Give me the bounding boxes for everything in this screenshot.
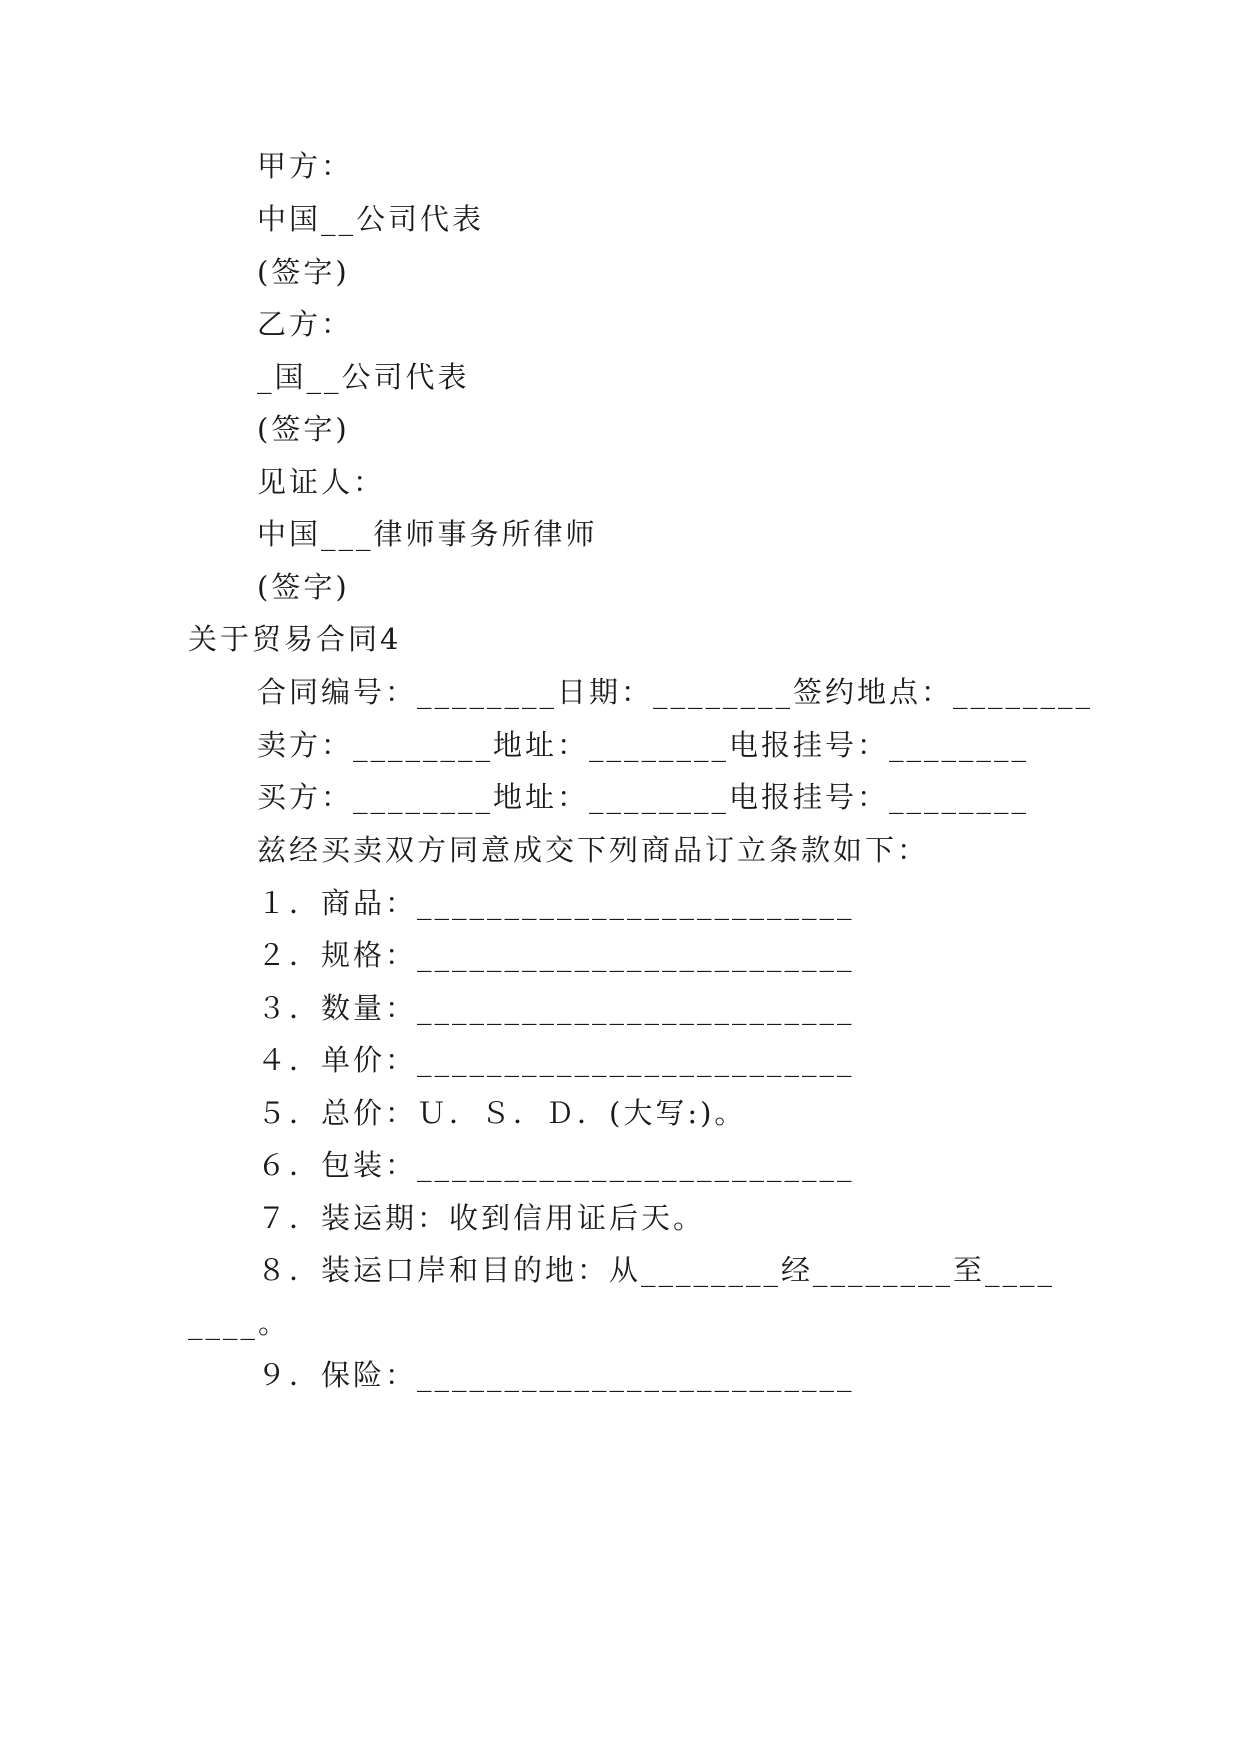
seller-line: 卖方：________地址：________电报挂号：________ [257,728,1030,762]
clause-6: ６．包装：_________________________ [257,1148,855,1182]
clause-8-continuation: ____。 [188,1306,291,1340]
witness-representative: 中国___律师事务所律师 [257,517,598,551]
contract-number-line: 合同编号：________日期：________签约地点：________ [257,675,1094,709]
party-a-label: 甲方： [257,149,354,183]
party-b-representative: _国__公司代表 [257,360,470,394]
clause-9: ９．保险：_________________________ [257,1358,855,1392]
buyer-line: 买方：________地址：________电报挂号：________ [257,780,1030,814]
party-b-signature: (签字) [257,412,350,446]
clause-8: ８．装运口岸和目的地：从________经________至____ [257,1253,1056,1287]
section-title: 关于贸易合同4 [188,622,402,656]
clause-1: １．商品：_________________________ [257,886,855,920]
witness-signature: (签字) [257,570,350,604]
party-a-representative: 中国__公司代表 [257,202,485,236]
clause-3: ３．数量：_________________________ [257,991,855,1025]
witness-label: 见证人： [257,465,386,499]
party-a-signature: (签字) [257,255,350,289]
clause-4: ４．单价：_________________________ [257,1043,855,1077]
intro-paragraph: 兹经买卖双方同意成交下列商品订立条款如下： [257,833,930,867]
clause-2: ２．规格：_________________________ [257,938,855,972]
clause-7: ７．装运期：收到信用证后天。 [257,1201,706,1235]
clause-5: ５．总价：Ｕ．Ｓ．Ｄ．(大写:)。 [257,1096,747,1130]
party-b-label: 乙方： [257,307,354,341]
